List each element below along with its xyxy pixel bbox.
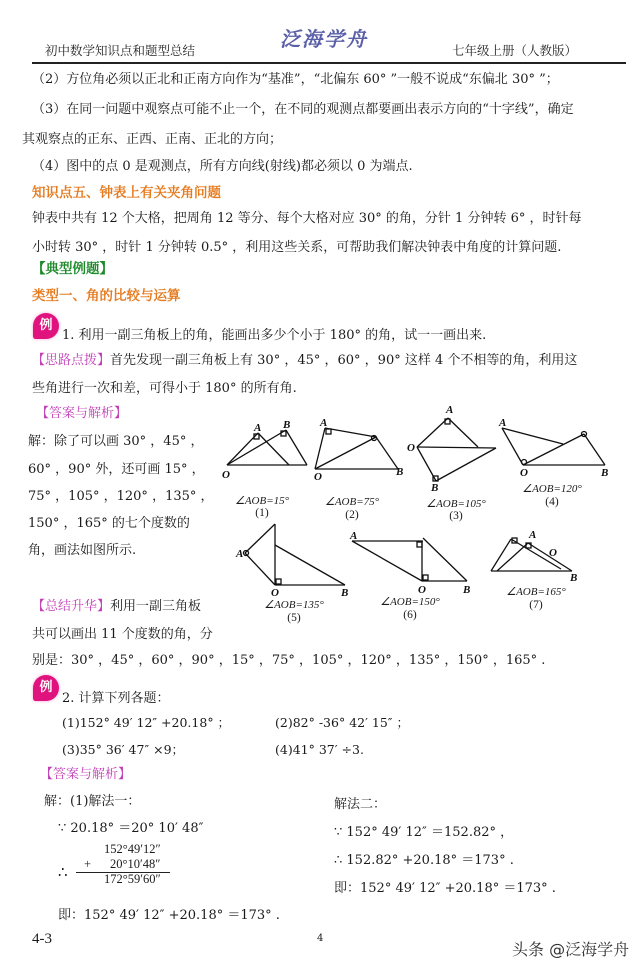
hint-label: 【思路点拨】	[32, 353, 111, 368]
note-item-4: （4）图中的点 0 是观测点，所有方向线(射线)都必须以 0 为端点.	[32, 159, 413, 174]
type-1-title: 类型一、角的比较与运算	[32, 288, 181, 304]
svg-text:B: B	[283, 419, 291, 431]
method-1-because: ∵ 20.18° ＝20° 10′ 48″	[58, 821, 204, 836]
typical-examples-heading: 【典型例题】	[32, 261, 113, 277]
method-1-title: 解：(1)解法一：	[44, 794, 141, 809]
header-grade: 七年级上册（人教版）	[452, 43, 578, 58]
section-5-title: 知识点五、钟表上有关夹角问题	[32, 185, 221, 201]
figure-1-caption: ∠AOB=15°	[234, 495, 290, 507]
example-2-item-2: (2)82° -36° 42′ 15″ ；	[275, 715, 409, 730]
answer-line-2: 60° ，90° 外，还可画 15° ，	[28, 462, 205, 477]
svg-text:B: B	[431, 482, 439, 494]
note-item-2: （2）方位角必须以正北和正南方向作为“基准”，“北偏东 60° ”一般不说成“东偏北 30° ”；	[32, 72, 559, 87]
example-badge-icon: 例	[33, 313, 59, 339]
example-2-item-4: (4)41° 37′ ÷3.	[275, 742, 364, 757]
header-divider	[32, 62, 626, 64]
example-badge-icon: 例	[33, 675, 59, 701]
svg-text:A: A	[350, 530, 358, 542]
therefore-symbol: ∴	[58, 865, 68, 881]
addend-1: 152°49′12″	[104, 842, 161, 856]
svg-text:B: B	[601, 467, 609, 479]
svg-text:B: B	[463, 584, 471, 596]
hint-text-line1: 首先发现一副三角板上有 30° ，45° ，60° ，90° 这样 4 个不相等的角，利用这	[110, 353, 578, 368]
summary-text-2: 共可以画出 11 个度数的角，分	[32, 627, 213, 642]
svg-text:O: O	[549, 547, 557, 559]
figure-6-caption: ∠AOB=150°	[380, 596, 440, 608]
method-2-line2: ∴ 152.82° +20.18° ＝173° .	[334, 853, 514, 868]
addend-2: 20°10′48″	[110, 857, 161, 871]
header-subject: 初中数学知识点和题型总结	[45, 43, 196, 58]
figure-5-number: (5)	[287, 612, 301, 624]
svg-text:O: O	[520, 467, 528, 479]
fig1-label-A: A	[254, 422, 262, 434]
example-2-item-1: (1)152° 49′ 12″ +20.18° ；	[62, 715, 231, 730]
figure-2-number: (2)	[345, 509, 359, 521]
svg-text:O: O	[314, 471, 322, 483]
figure-1-number: (1)	[255, 507, 269, 519]
svg-text:B: B	[570, 572, 578, 584]
answer-line-4: 150° ，165° 的七个度数的	[28, 516, 190, 531]
figure-3-caption: ∠AOB=105°	[426, 498, 486, 510]
figure-7-caption: ∠AOB=165°	[506, 586, 566, 598]
sum-result: 172°59′60″	[104, 872, 161, 886]
svg-text:B: B	[396, 466, 404, 478]
figure-5-caption: ∠AOB=135°	[264, 599, 324, 611]
answer-line-3: 75° ，105° ，120° ，135° ，	[28, 489, 214, 504]
method-2-line3: 即：152° 49′ 12″ +20.18° ＝173° .	[334, 881, 556, 896]
svg-text:A: A	[320, 417, 328, 429]
figure-4-number: (4)	[545, 496, 559, 508]
summary-text-1: 利用一副三角板	[110, 599, 202, 614]
figure-4-caption: ∠AOB=120°	[522, 483, 582, 495]
svg-text:O: O	[418, 584, 426, 596]
summary-line1	[32, 598, 201, 616]
method-2-title: 解法二：	[334, 797, 387, 812]
section-5-body-line2: 小时转 30° ，时针 1 分钟转 0.5° ，利用这些关系，可帮助我们解决钟表中角度的计算问题.	[32, 240, 562, 255]
svg-text:A: A	[529, 529, 537, 541]
example-1-hint	[32, 352, 577, 370]
page-code: 4-3	[32, 931, 52, 947]
summary-text-3: 别是：30° ，45° ，60° ，90° ，15° ，75° ，105° ，120° ，135° ，150° ，165° .	[32, 653, 546, 668]
header-brand-logo: 泛海学舟	[280, 27, 368, 51]
method-2-line1: ∵ 152° 49′ 12″ ＝152.82° ，	[334, 825, 514, 840]
section-5-body-line1: 钟表中共有 12 个大格，把周角 12 等分、每个大格对应 30° 的角，分针 1 分钟转 6° ，时针每	[32, 211, 582, 226]
method-1-conclusion: 即：152° 49′ 12″ +20.18° ＝173° .	[58, 908, 280, 923]
note-item-3-line1: （3）在同一问题中观察点可能不止一个，在不同的观测点都要画出表示方向的“十字线”，确定	[32, 102, 574, 117]
svg-text:A: A	[236, 548, 244, 560]
svg-text:B: B	[341, 587, 349, 599]
figure-7-number: (7)	[529, 599, 543, 611]
answer-line-1: 解：除了可以画 30° ，45° ，	[28, 434, 204, 449]
answer-label-2: 【答案与解析】	[40, 767, 132, 782]
note-item-3-line2: 其观察点的正东、正西、正南、正北的方向；	[22, 132, 283, 147]
summary-label: 【总结升华】	[32, 599, 111, 614]
watermark: 头条 @泛海学舟	[512, 940, 630, 959]
svg-text:O: O	[222, 469, 230, 481]
svg-text:O: O	[271, 587, 279, 599]
page-number: 4	[317, 933, 324, 944]
figure-3-number: (3)	[449, 510, 463, 522]
svg-text:A: A	[446, 404, 454, 416]
hint-text-line2: 些角进行一次和差，可得小于 180° 的所有角.	[32, 381, 297, 396]
figure-2-caption: ∠AOB=75°	[324, 496, 380, 508]
plus-sign: +	[84, 857, 92, 871]
example-2-item-3: (3)35° 36′ 47″ ×9；	[62, 742, 185, 757]
answer-line-5: 角，画法如图所示.	[28, 543, 137, 558]
answer-label-1: 【答案与解析】	[36, 406, 128, 421]
example-2-question: 2. 计算下列各题：	[62, 691, 170, 706]
figure-6-number: (6)	[403, 609, 417, 621]
svg-text:O: O	[407, 442, 415, 454]
example-1-question: 1. 利用一副三角板上的角，能画出多少个小于 180° 的角，试一一画出来.	[62, 328, 487, 343]
svg-text:A: A	[499, 417, 507, 429]
